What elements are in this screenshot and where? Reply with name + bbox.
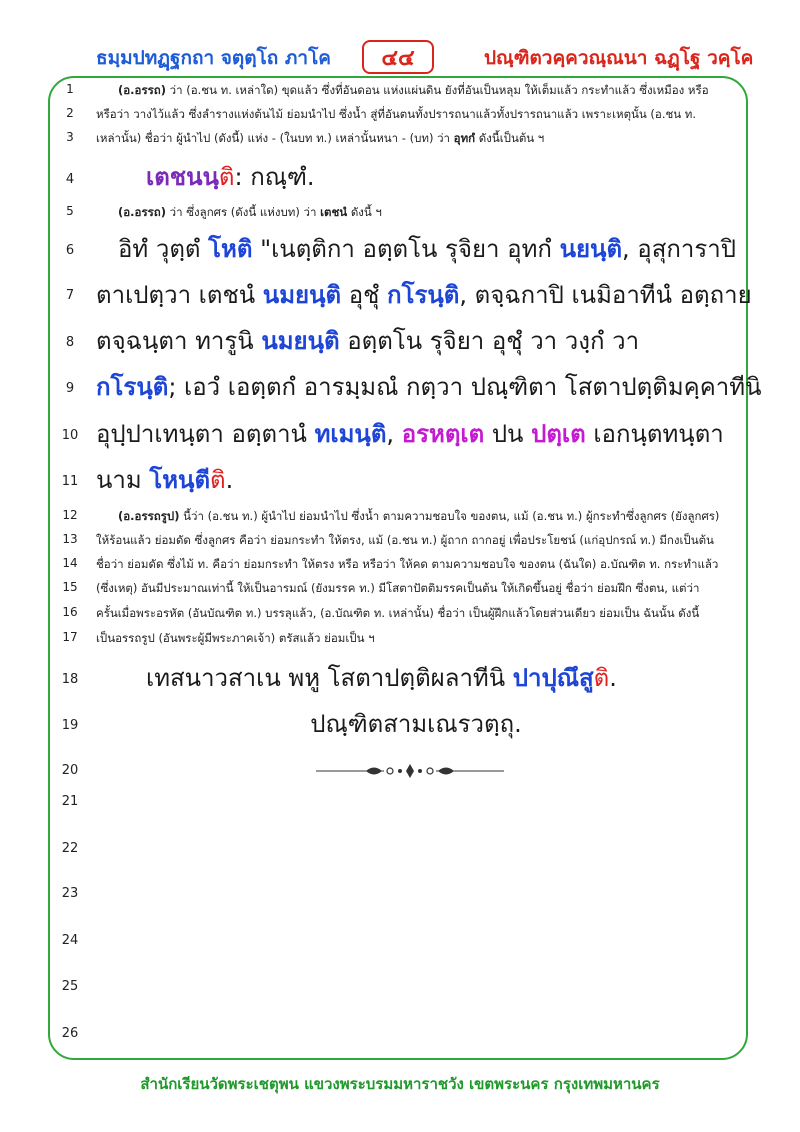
text-line-6: อิทํ วุตฺตํ โหติ "เนตฺติกา อตฺตโน รุจิยา อุทกํ นยนฺติ, อุสุการาปิ [118,235,736,263]
line-number: 20 [61,763,79,778]
line-number: 22 [61,841,79,856]
line-number: 1 [66,82,74,96]
line-number: 6 [65,243,75,258]
text-line-9: กโรนฺติ; เอวํ เอตฺตกํ อารมฺมณํ กตฺวา ปณฺฑิตา โสตาปตฺติมคฺคาทีนิ [96,373,762,401]
text-line-14: ชื่อว่า ย่อมดัด ซึ่งไม้ ท. คือว่า ย่อมกระทำ ให้ตรง หรือ หรือว่า ให้คด ตามความชอบใจ ของตน (ฉันใด) อ.บัณฑิต ท. กระทำแล้ว [96,557,719,571]
text-line-17: เป็นอรรถรูป (อันพระผู้มีพระภาคเจ้า) ตรัสแล้ว ย่อมเป็น ฯ [96,631,375,645]
line-number: 4 [65,172,75,187]
line-number: 23 [61,886,79,901]
line-number: 10 [61,428,79,443]
line-number: 11 [61,474,79,489]
footer-institution: สำนักเรียนวัดพระเชตุพน แขวงพระบรมมหาราชวัง เขตพระนคร กรุงเทพมหานคร [140,1075,660,1093]
text-line-12: (อ.อรรถรูป) นี้ว่า (อ.ชน ท.) ผู้นำไป ย่อมนำไป ซึ่งน้ำ ตามความชอบใจ ของตน, แม้ (อ.ชน ท.) ผู้กระทำซึ่งลูกศร (ยังลูกศร) [118,509,720,523]
line-number: 25 [61,979,79,994]
line-number: 5 [66,204,74,218]
line-number: 15 [62,580,78,594]
text-line-11: นาม โหนฺตีติ. [96,466,234,494]
line-number: 7 [65,288,75,303]
page-number: ๔๔ [362,40,434,74]
line-number: 13 [62,532,78,546]
line-number: 8 [65,335,75,350]
text-line-2: หรือว่า วางไว้แล้ว ซึ่งลำรางแห่งต้นไม้ ย่อมนำไป ซึ่งน้ำ สู่ที่อันตนทั้งปรารถนาแล้วทั้งปรารถนาแล้ว เพราะเหตุนั้น (อ.ชน ท. [96,107,697,121]
book-title: ธมฺมปทฏฺฐกถา จตุตฺโถ ภาโค [96,47,332,69]
text-line-15: (ซึ่งเหตุ) อันมีประมาณเท่านี้ ให้เป็นอารมณ์ (ยังมรรค ท.) มีโสตาปัตติมรรคเป็นต้น ให้เกิดขึ้นอยู่ ชื่อว่า ย่อมฝึก ซึ่งตน, แต่ว่า [96,581,700,595]
ornament-divider [316,762,504,780]
text-line-18: เทสนาวสาเน พหู โสตาปตฺติผลาทีนิ ปาปุณึสูติ. [146,664,617,692]
text-line-13: ให้ร้อนแล้ว ย่อมดัด ซึ่งลูกศร คือว่า ย่อมกระทำ ให้ตรง, แม้ (อ.ชน ท.) ผู้ถาก ถากอยู่ เพื่อประโยชน์ (แก่อุปกรณ์ ท.) มีกงเป็นต้น [96,533,714,547]
text-line-3: เหล่านั้น) ชื่อว่า ผู้นำไป (ดังนี้) แห่ง - (ในบท ท.) เหล่านั้นหนา - (บท) ว่า อุทกํ ดังนี้เป็นต้น ฯ [96,131,545,145]
line-number: 21 [61,794,79,809]
line-number: 3 [66,130,74,144]
line-number: 18 [61,672,79,687]
line-number: 9 [65,381,75,396]
text-line-8: ตจฺฉนฺตา ทารูนิ นมยนฺติ อตฺตโน รุจิยา อุชุํ วา วงฺกํ วา [96,327,640,355]
text-line-16: ครั้นเมื่อพระอรหัต (อันบัณฑิต ท.) บรรลุแล้ว, (อ.บัณฑิต ท. เหล่านั้น) ชื่อว่า เป็นผู้ฝึกแล้วโดยส่วนเดียว ย่อมเป็น ฉันนั้น ดังนี้ [96,606,700,620]
line-number: 14 [62,556,78,570]
line-number: 17 [62,630,78,644]
text-line-10: อุปฺปาเทนฺตา อตฺตานํ ทเมนฺติ, อรหตฺเต ปน ปตฺเต เอกนฺตทนฺตา [96,420,724,448]
text-line-4: เตชนนฺติ: กณฺฑํ. [146,163,315,191]
story-title: ปณฺฑิตสามเณรวตฺถุ. [310,710,522,738]
line-number: 19 [61,718,79,733]
line-number: 16 [62,605,78,619]
chapter-title: ปณฺฑิตวคฺควณฺณนา ฉฏฺโฐ วคฺโค [484,47,754,69]
text-line-7: ตาเปตฺวา เตชนํ นมยนฺติ อุชุํ กโรนฺติ, ตจฺฉกาปิ เนมิอาทีนํ อตฺถาย [96,281,752,309]
line-number: 26 [61,1026,79,1041]
line-number: 2 [66,106,74,120]
line-number: 12 [62,508,78,522]
line-number: 24 [61,933,79,948]
text-line-5: (อ.อรรถ) ว่า ซึ่งลูกศร (ดังนี้ แห่งบท) ว่า เตชนํ ดังนี้ ฯ [118,205,382,219]
text-line-1: (อ.อรรถ) ว่า (อ.ชน ท. เหล่าใด) ขุดแล้ว ซึ่งที่อันดอน แห่งแผ่นดิน ยังที่อันเป็นหลุม ให้เต็มแล้ว กระทำแล้ว ซึ่งเหมือง หรือ [118,83,709,97]
